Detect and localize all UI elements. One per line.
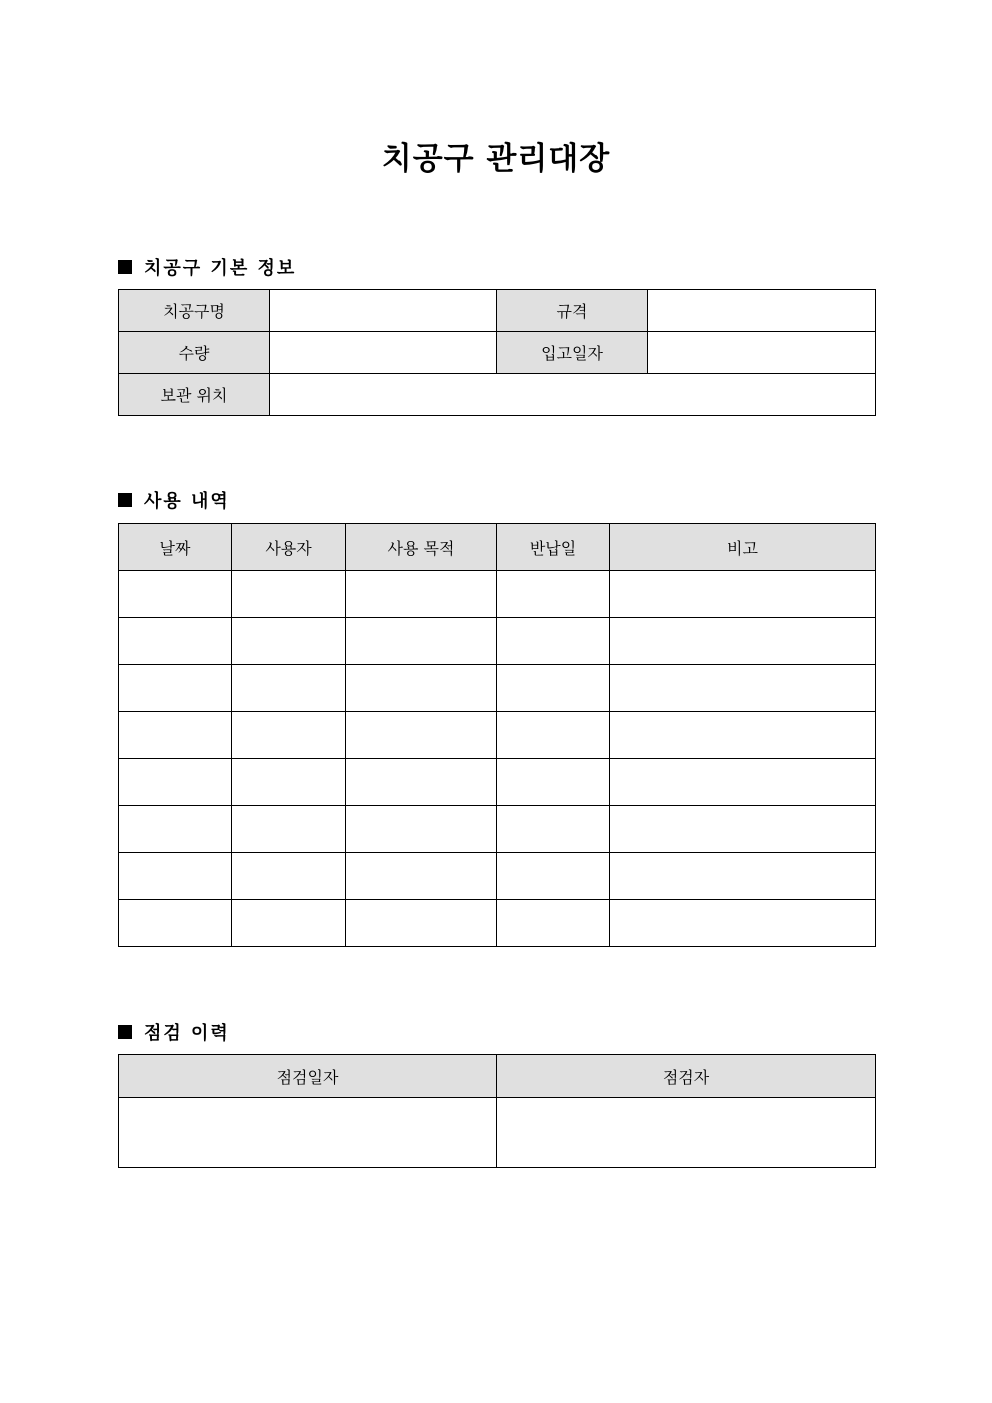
return-date-cell[interactable]	[497, 900, 610, 947]
table-row	[119, 853, 876, 900]
date-cell[interactable]	[119, 853, 232, 900]
column-header-purpose: 사용 목적	[346, 524, 497, 571]
column-header-return-date: 반납일	[497, 524, 610, 571]
bullet-square-icon	[118, 1025, 132, 1039]
label-location: 보관 위치	[119, 374, 270, 416]
remarks-cell[interactable]	[610, 900, 876, 947]
received-date-field[interactable]	[648, 332, 876, 374]
location-field[interactable]	[270, 374, 876, 416]
user-cell[interactable]	[232, 665, 346, 712]
spec-field[interactable]	[648, 290, 876, 332]
date-cell[interactable]	[119, 900, 232, 947]
user-cell[interactable]	[232, 900, 346, 947]
user-cell[interactable]	[232, 618, 346, 665]
label-quantity: 수량	[119, 332, 270, 374]
table-row	[119, 665, 876, 712]
section-heading-basic-info	[118, 254, 296, 280]
date-cell[interactable]	[119, 618, 232, 665]
purpose-cell[interactable]	[346, 806, 497, 853]
return-date-cell[interactable]	[497, 571, 610, 618]
table-row	[119, 712, 876, 759]
usage-table	[118, 523, 876, 947]
remarks-cell[interactable]	[610, 665, 876, 712]
table-row	[119, 900, 876, 947]
column-header-inspection-date: 점검일자	[119, 1055, 497, 1098]
section-heading-inspection	[118, 1019, 230, 1045]
date-cell[interactable]	[119, 806, 232, 853]
table-row	[119, 374, 876, 416]
label-spec: 규격	[497, 290, 648, 332]
remarks-cell[interactable]	[610, 618, 876, 665]
return-date-cell[interactable]	[497, 806, 610, 853]
column-header-remarks: 비고	[610, 524, 876, 571]
table-row	[119, 332, 876, 374]
return-date-cell[interactable]	[497, 618, 610, 665]
remarks-cell[interactable]	[610, 806, 876, 853]
inspector-cell[interactable]	[497, 1098, 876, 1168]
purpose-cell[interactable]	[346, 712, 497, 759]
return-date-cell[interactable]	[497, 853, 610, 900]
date-cell[interactable]	[119, 712, 232, 759]
remarks-cell[interactable]	[610, 759, 876, 806]
table-header-row	[119, 524, 876, 571]
remarks-cell[interactable]	[610, 712, 876, 759]
table-row	[119, 759, 876, 806]
basic-info-table	[118, 289, 876, 416]
table-row	[119, 290, 876, 332]
label-tool-name: 치공구명	[119, 290, 270, 332]
purpose-cell[interactable]	[346, 665, 497, 712]
quantity-field[interactable]	[270, 332, 497, 374]
purpose-cell[interactable]	[346, 759, 497, 806]
section-heading-label: 점검 이력	[144, 1023, 230, 1044]
section-heading-label: 치공구 기본 정보	[144, 258, 297, 279]
column-header-inspector: 점검자	[497, 1055, 876, 1098]
date-cell[interactable]	[119, 571, 232, 618]
table-header-row	[119, 1055, 876, 1098]
table-row	[119, 618, 876, 665]
label-received-date: 입고일자	[497, 332, 648, 374]
section-heading-label: 사용 내역	[144, 491, 230, 512]
return-date-cell[interactable]	[497, 759, 610, 806]
section-heading-usage	[118, 487, 230, 513]
user-cell[interactable]	[232, 712, 346, 759]
user-cell[interactable]	[232, 806, 346, 853]
purpose-cell[interactable]	[346, 571, 497, 618]
bullet-square-icon	[118, 493, 132, 507]
purpose-cell[interactable]	[346, 853, 497, 900]
table-row	[119, 571, 876, 618]
return-date-cell[interactable]	[497, 712, 610, 759]
column-header-date: 날짜	[119, 524, 232, 571]
page-title: 치공구 관리대장	[381, 141, 611, 177]
user-cell[interactable]	[232, 759, 346, 806]
purpose-cell[interactable]	[346, 900, 497, 947]
return-date-cell[interactable]	[497, 665, 610, 712]
inspection-table	[118, 1054, 876, 1168]
table-row	[119, 806, 876, 853]
user-cell[interactable]	[232, 853, 346, 900]
table-row	[119, 1098, 876, 1168]
remarks-cell[interactable]	[610, 571, 876, 618]
remarks-cell[interactable]	[610, 853, 876, 900]
date-cell[interactable]	[119, 759, 232, 806]
inspection-date-cell[interactable]	[119, 1098, 497, 1168]
purpose-cell[interactable]	[346, 618, 497, 665]
column-header-user: 사용자	[232, 524, 346, 571]
date-cell[interactable]	[119, 665, 232, 712]
bullet-square-icon	[118, 260, 132, 274]
tool-name-field[interactable]	[270, 290, 497, 332]
user-cell[interactable]	[232, 571, 346, 618]
